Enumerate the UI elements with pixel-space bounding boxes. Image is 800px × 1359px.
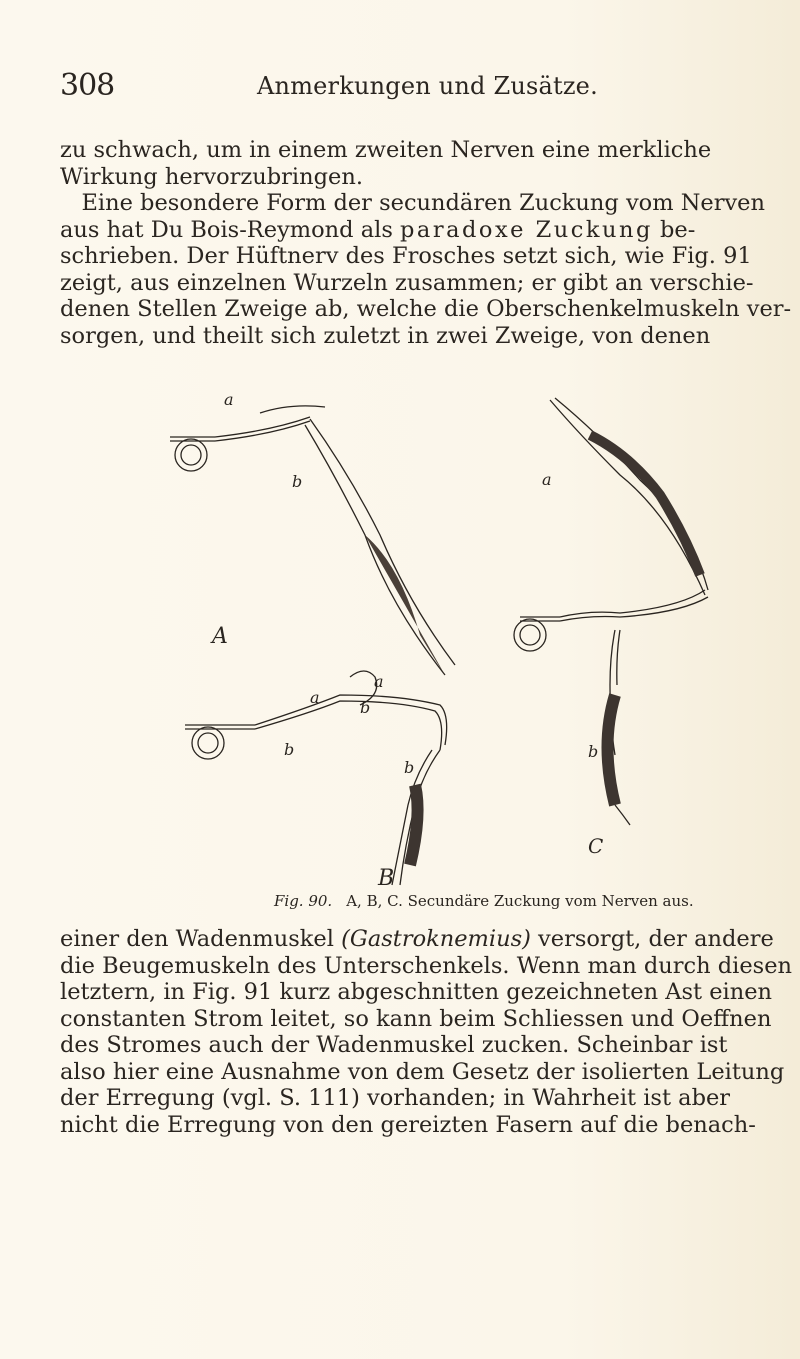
label-b-a: b — [292, 472, 303, 491]
text-line: nicht die Erregung von den gereizten Fasern auf die benach- — [60, 1111, 756, 1138]
label-b-c: b — [588, 742, 599, 761]
text-line: die Beugemuskeln des Unterschenkels. Wenn man durch diesen — [60, 952, 793, 979]
text-line: Wirkung hervorzubringen. — [60, 163, 363, 190]
paragraph-1 — [60, 137, 792, 349]
paragraph-3 — [60, 926, 793, 1138]
text-line: Eine besondere Form der secundären Zuckung vom Nerven — [81, 190, 765, 216]
label-a-b-left: a — [310, 688, 320, 707]
label-b-b-top: b — [360, 698, 371, 717]
label-a-c: a — [542, 470, 552, 489]
caption-text: A, B, C. Secundäre Zuckung vom Nerven aus. — [346, 892, 694, 910]
text-line: zu schwach, um in einem zweiten Nerven eine merkliche — [60, 137, 712, 163]
emphasized-term: paradoxe Zuckung — [400, 216, 653, 243]
italic-term: (Gastroknemius) — [341, 926, 531, 952]
panel-label-b: B — [378, 866, 395, 891]
text-line: also hier eine Ausnahme von dem Gesetz der isolierten Leitung — [60, 1058, 785, 1085]
panel-label-c: C — [588, 834, 604, 858]
page-number: 308 — [60, 68, 115, 103]
panel-label-a: A — [212, 624, 228, 649]
text-line: letztern, in Fig. 91 kurz abgeschnitten gezeichneten Ast einen — [60, 979, 773, 1005]
figure-90 — [160, 395, 720, 895]
label-b-b-left: b — [284, 740, 295, 759]
label-b-b-right: b — [404, 758, 415, 777]
text-line: des Stromes auch der Wadenmuskel zucken. Scheinbar ist — [60, 1032, 728, 1058]
text-line: aus hat Du Bois-Reymond als paradoxe Zuckung be- — [60, 216, 696, 243]
text-line: denen Stellen Zweige ab, welche die Oberschenkelmuskeln ver- — [60, 296, 792, 322]
caption-figure-number: Fig. 90. — [274, 892, 333, 910]
nerve-muscle-illustration — [160, 395, 720, 895]
text-line: einer den Wadenmuskel (Gastroknemius) versorgt, der andere — [60, 926, 774, 952]
panel-c-drawing — [514, 398, 708, 825]
label-a-b-top: a — [374, 672, 384, 691]
figure-caption — [274, 892, 694, 910]
text-line: schrieben. Der Hüftnerv des Frosches setzt sich, wie Fig. 91 — [60, 243, 752, 269]
text-line: constanten Strom leitet, so kann beim Schliessen und Oeffnen — [60, 1005, 772, 1032]
text-line: der Erregung (vgl. S. 111) vorhanden; in Wahrheit ist aber — [60, 1085, 731, 1111]
text-line: zeigt, aus einzelnen Wurzeln zusammen; er gibt an verschie- — [60, 269, 754, 296]
page-header — [60, 68, 760, 108]
text-line: sorgen, und theilt sich zuletzt in zwei Zweige, von denen — [60, 322, 711, 349]
label-a-top: a — [224, 395, 234, 409]
running-title: Anmerkungen und Zusätze. — [257, 72, 598, 100]
